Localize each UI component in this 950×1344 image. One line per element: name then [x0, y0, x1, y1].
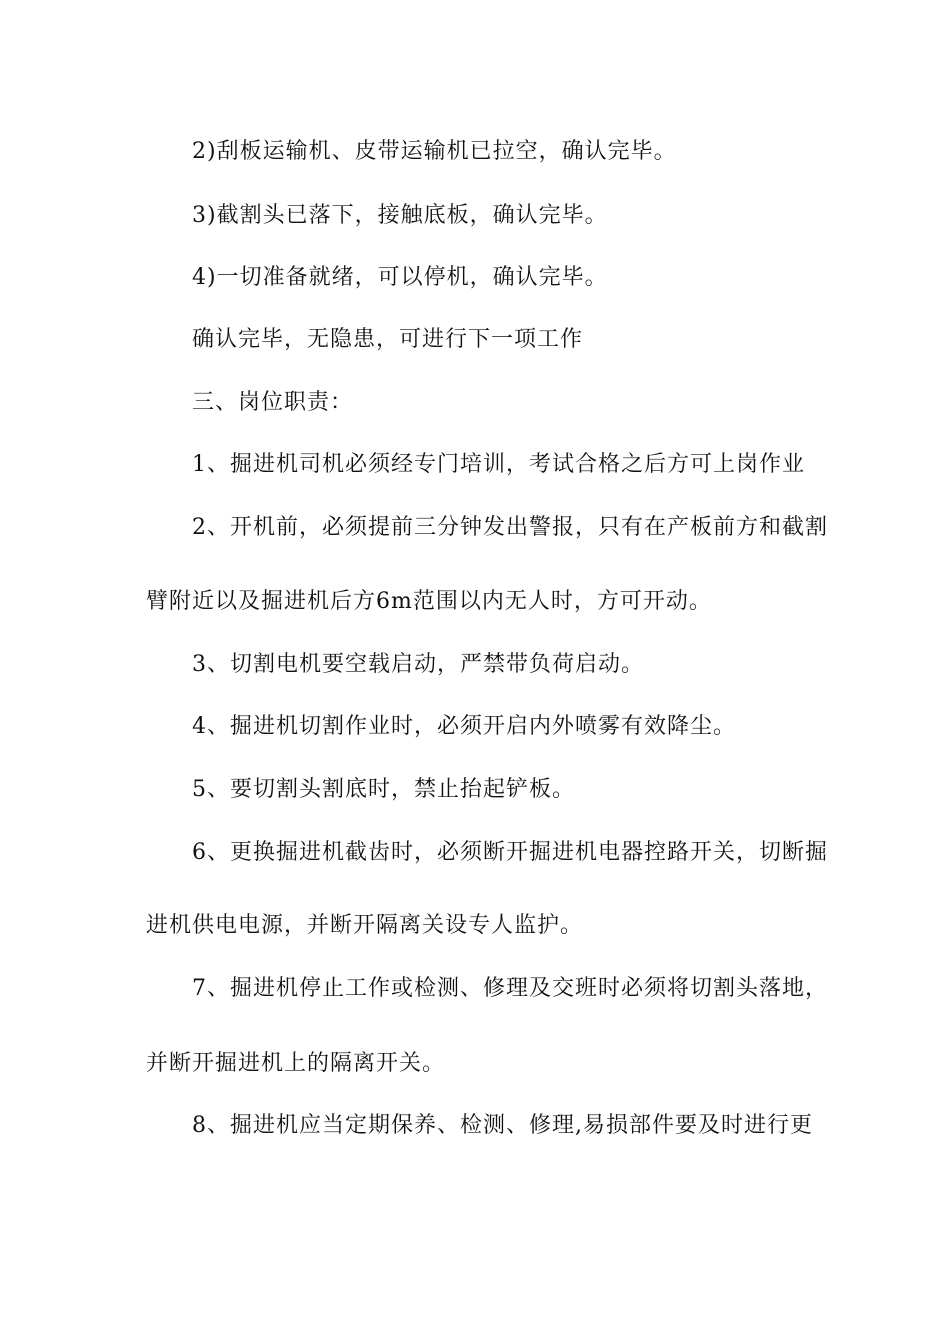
text-line: 1、掘进机司机必须经专门培训，考试合格之后方可上岗作业: [192, 452, 805, 477]
text-line: 并断开掘进机上的隔离开关。: [146, 1051, 446, 1076]
text-line: 2)刮板运输机、皮带运输机已拉空，确认完毕。: [192, 139, 677, 164]
text-line: 7、掘进机停止工作或检测、修理及交班时必须将切割头落地，: [192, 976, 828, 1001]
text-line: 6、更换掘进机截齿时，必须断开掘进机电器控路开关，切断掘: [192, 840, 828, 865]
text-line: 5、要切割头割底时，禁止抬起铲板。: [192, 777, 575, 802]
text-line: 确认完毕，无隐患，可进行下一项工作: [192, 327, 584, 352]
text-line: 3)截割头已落下，接触底板，确认完毕。: [192, 203, 608, 228]
text-line: 臂附近以及掘进机后方6m范围以内无人时，方可开动。: [146, 589, 712, 614]
text-line: 4)一切准备就绪，可以停机，确认完毕。: [192, 265, 608, 290]
text-line: 8、掘进机应当定期保养、检测、修理,易损部件要及时进行更: [192, 1113, 813, 1138]
text-line: 3、切割电机要空载启动，严禁带负荷启动。: [192, 652, 644, 677]
text-line: 4、掘进机切割作业时，必须开启内外喷雾有效降尘。: [192, 714, 736, 739]
text-line: 2、开机前，必须提前三分钟发出警报，只有在产板前方和截割: [192, 515, 828, 540]
text-line: 进机供电电源，并断开隔离关设专人监护。: [146, 913, 584, 938]
section-heading: 三、岗位职责：: [192, 390, 354, 415]
